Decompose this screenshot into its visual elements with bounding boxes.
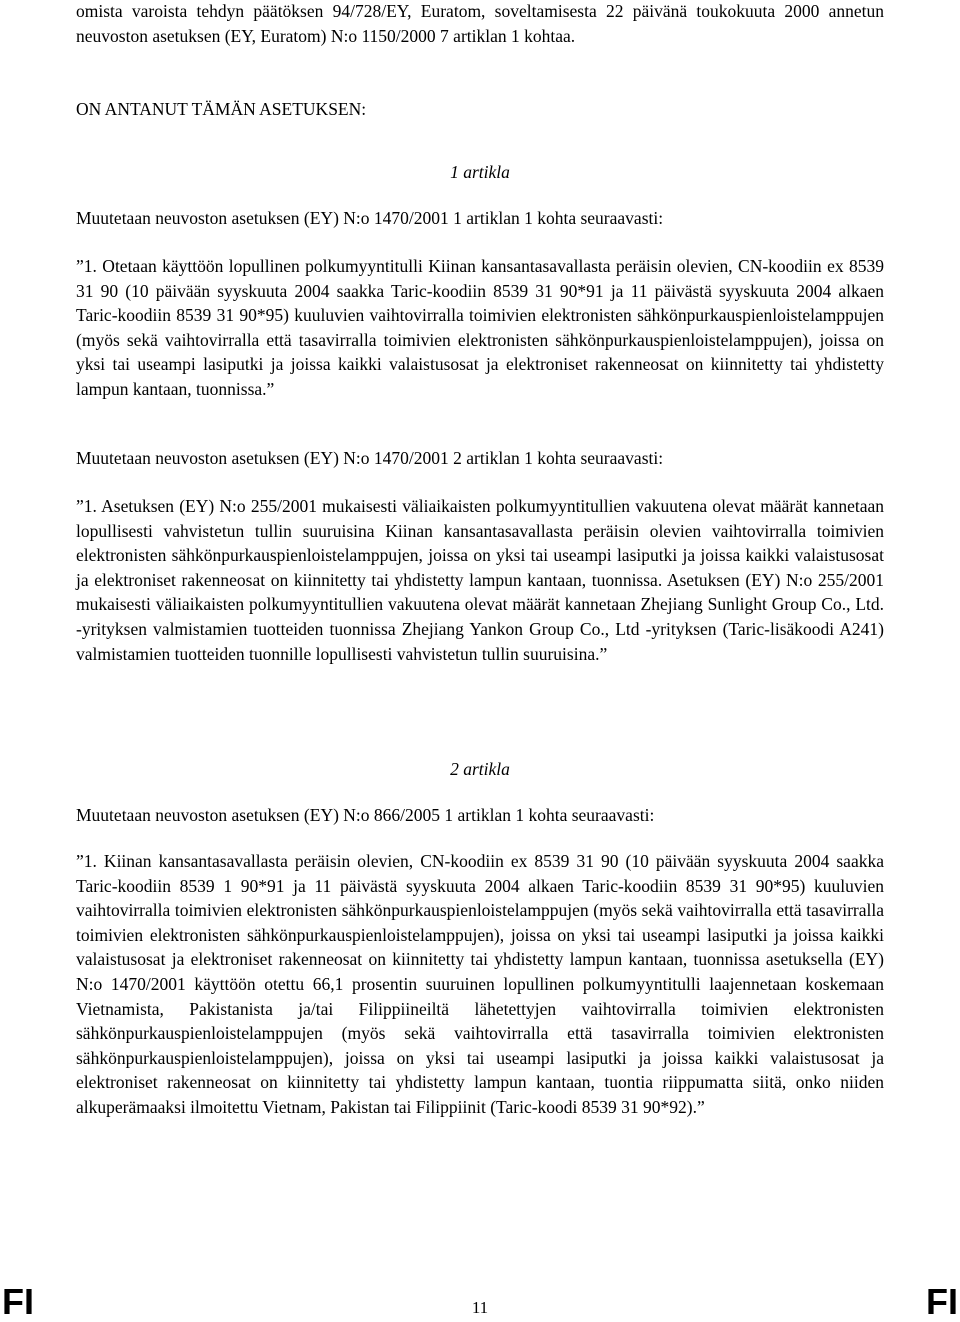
article-2-point-1: ”1. Kiinan kansantasavallasta peräisin olevien, CN-koodiin ex 8539 31 90 (10 päivään syyskuuta 2004 saakka Taric-koodiin 8539 1 90*91 ja 11 päivästä syyskuuta 2004 alkaen Taric-koodiin 8539 31 90*95) kuuluvien vaihtovirralla toimivien elektronisten sähkönpurkauspienloistelamppujen (myös sekä vaihtovirralla että tasavirralla toimivien elektronisten sähkönpurkauspienloistelamppujen), joissa on yksi tai useampi lasiputki ja joissa kaikki valaistusosat ja elektroniset rakenneosat on kiinnitetty tai yhdistetty lampun kantaan, tuonnissa asetuksella (EY) N:o 1470/2001 käyttöön otettu 66,1 prosentin suuruinen lopullinen polkumyyntitulli laajennetaan koskemaan Vietnamista, Pakistanista ja/tai Filippiineiltä lähetettyjen vaihtovirralla toimivien elektronisten sähkönpurkauspienloistelamppujen (myös sekä vaihtovirralla että tasavirralla toimivien elektronisten sähkönpurkauspienloistelamppujen), joissa on yksi tai useampi lasiputki ja joissa kaikki valaistusosat ja elektroniset rakenneosat on kiinnitetty tai yhdistetty lampun kantaan, tuontia riippumatta siitä, onko niiden alkuperämaaksi ilmoitettu Vietnam, Pakistan tai Filippiinit (Taric-koodi 8539 31 90*92).” [76, 851, 884, 1117]
article-1-point-2: ”1. Asetuksen (EY) N:o 255/2001 mukaisesti väliaikaisten polkumyyntitullien vakuutena olevat määrät kannetaan lopullisesti vahvistetun tullin suuruisina Kiinan kansantasavallasta peräisin olevien vaihtovirralla toimivien elektronisten sähkönpurkauspienloistelamppujen, joissa on yksi tai useampi lasiputki ja joissa kaikki valaistusosat ja elektroniset rakenneosat on kiinnitetty tai yhdistetty lampun kantaan, tuonnissa. Asetuksen (EY) N:o 255/2001 mukaisesti väliaikaisten polkumyyntitullien vakuutena olevat määrät kannetaan Zhejiang Sunlight Group Co., Ltd. -yrityksen valmistamien tuotteiden tuonnissa Zhejiang Yankon Group Co., Ltd -yrityksen (Taric-lisäkoodi A241) valmistamien tuotteiden tuonnille lopullisesti vahvistetun tullin suuruisina.” [76, 496, 884, 664]
article-1-intro: Muutetaan neuvoston asetuksen (EY) N:o 1470/2001 1 artiklan 1 kohta seuraavasti: [76, 208, 664, 228]
page-number: 11 [471, 1298, 489, 1317]
article-1-point-1: ”1. Otetaan käyttöön lopullinen polkumyyntitulli Kiinan kansantasavallasta peräisin olevien, CN-koodiin ex 8539 31 90 (10 päivään syyskuuta 2004 saakka Taric-koodiin 8539 31 90*91 ja 11 päivästä syyskuuta 2004 alkaen Taric-koodiin 8539 31 90*95) kuuluvien vaihtovirralla toimivien elektronisten sähkönpurkauspienloistelamppujen (myös sekä vaihtovirralla että tasavirralla toimivien elektronisten sähkönpurkauspienloistelamppujen), joissa on yksi tai useampi lasiputki ja joissa kaikki valaistusosat ja elektroniset rakenneosat on kiinnitetty tai yhdistetty lampun kantaan, tuonnissa.” [76, 256, 884, 399]
enacting-clause: ON ANTANUT TÄMÄN ASETUKSEN: [76, 99, 367, 119]
language-code-left: FI [2, 1281, 34, 1322]
article-1-heading: 1 artikla [450, 162, 510, 182]
article-1-intro-2: Muutetaan neuvoston asetuksen (EY) N:o 1470/2001 2 artiklan 1 kohta seuraavasti: [76, 448, 664, 468]
article-2-intro: Muutetaan neuvoston asetuksen (EY) N:o 866/2005 1 artiklan 1 kohta seuraavasti: [76, 805, 655, 825]
article-2-heading: 2 artikla [450, 759, 510, 779]
preamble-paragraph: omista varoista tehdyn päätöksen 94/728/EY, Euratom, soveltamisesta 22 päivänä toukokuuta 2000 annetun neuvoston asetuksen (EY, Euratom) N:o 1150/2000 7 artiklan 1 kohtaa. [76, 1, 884, 46]
language-code-right: FI [926, 1281, 958, 1322]
